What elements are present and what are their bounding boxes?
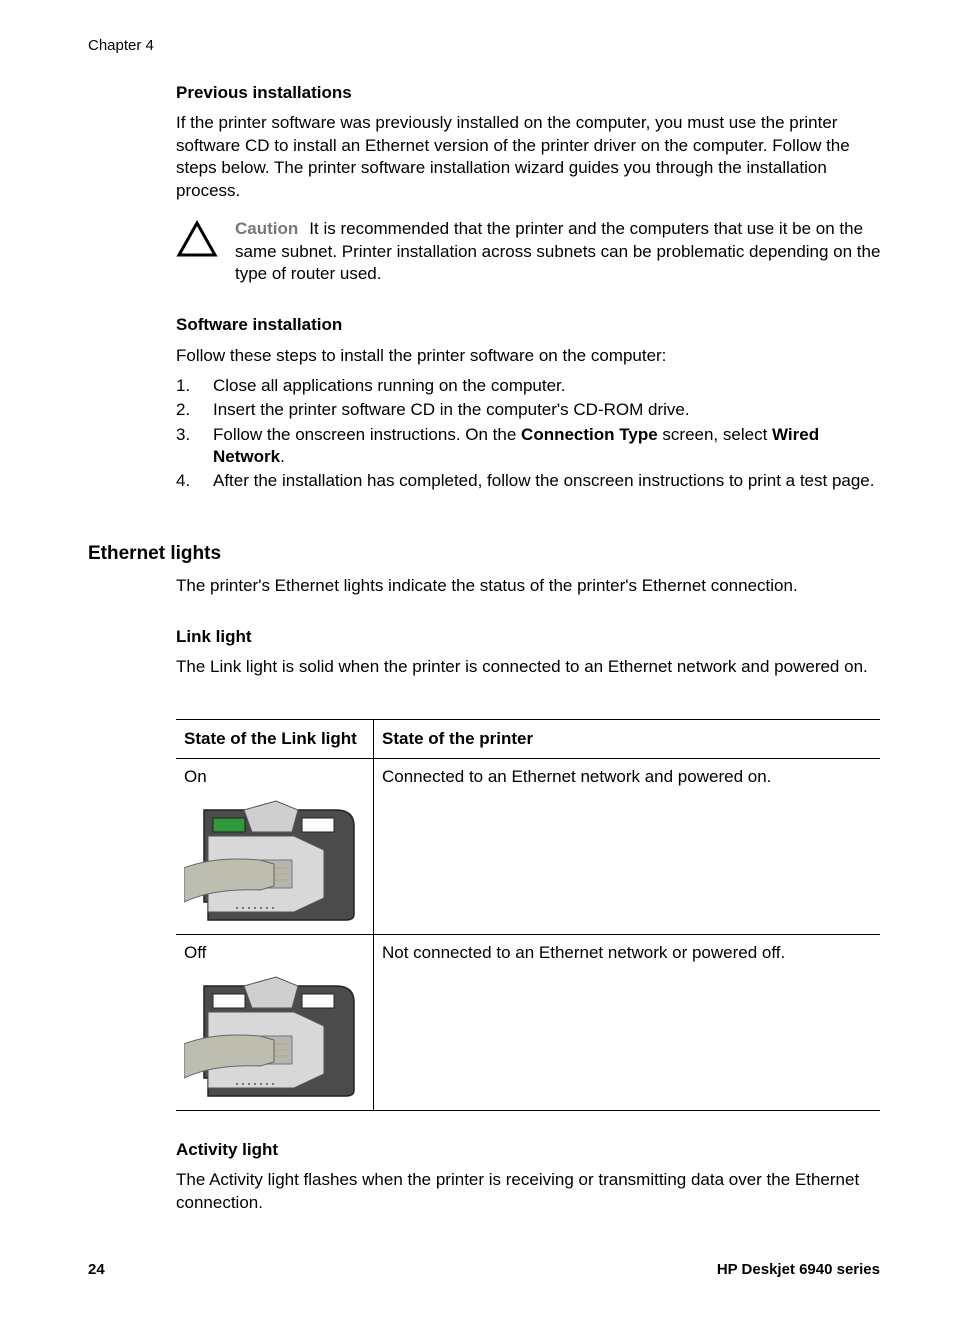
list-item: 4. After the installation has completed, follow the onscreen instructions to print a test page. xyxy=(176,471,875,491)
column-header-printer: State of the printer xyxy=(382,729,534,748)
previous-installations-heading: Previous installations xyxy=(176,83,352,102)
chapter-label: Chapter 4 xyxy=(88,37,154,54)
link-light-heading: Link light xyxy=(176,627,252,646)
table-row xyxy=(176,935,880,1111)
printer-state-cell: Connected to an Ethernet network and powered on. xyxy=(382,767,772,786)
page-number: 24 xyxy=(88,1261,105,1278)
state-cell xyxy=(176,935,374,1111)
state-label: Off xyxy=(184,943,207,962)
printer-state-cell: Not connected to an Ethernet network or powered off. xyxy=(382,943,786,962)
ethernet-port-light-on-image xyxy=(184,798,356,922)
activity-light-body: The Activity light flashes when the printer is receiving or transmitting data over the Ethernet connection. xyxy=(176,1170,860,1212)
product-name: HP Deskjet 6940 series xyxy=(716,1261,880,1278)
list-item: 2. Insert the printer software CD in the computer's CD-ROM drive. xyxy=(176,400,690,420)
state-label: On xyxy=(184,767,207,786)
software-installation-heading: Software installation xyxy=(176,315,343,334)
wired-network-term: Wired Network xyxy=(213,424,820,467)
column-header-link-light: State of the Link light xyxy=(176,720,374,759)
table-header-row xyxy=(176,720,880,759)
software-installation-intro: Follow these steps to install the printer software on the computer: xyxy=(176,346,667,365)
connection-type-term: Connection Type xyxy=(521,424,658,444)
link-light-states-table xyxy=(176,719,880,1111)
list-item: 1. Close all applications running on the computer. xyxy=(176,376,566,395)
state-cell xyxy=(176,759,374,935)
installation-steps-list xyxy=(176,375,884,495)
ethernet-port-light-off-image xyxy=(184,974,356,1098)
link-light-body: The Link light is solid when the printer is connected to an Ethernet network and powered on. xyxy=(176,657,868,676)
ethernet-lights-body: The printer's Ethernet lights indicate the status of the printer's Ethernet connection. xyxy=(176,576,798,595)
caution-triangle-icon xyxy=(176,220,218,258)
previous-installations-body: If the printer software was previously installed on the computer, you must use the printer software CD to install an Ethernet version of the printer driver on the computer. Follow the steps below. The printer software installation wizard guides you through the installation process. xyxy=(176,113,850,200)
ethernet-lights-heading: Ethernet lights xyxy=(88,543,222,564)
table-row xyxy=(176,759,880,935)
activity-light-heading: Activity light xyxy=(176,1140,279,1159)
list-item: 3. Follow the onscreen instructions. On the Connection Type screen, select Wired Network. xyxy=(176,424,820,467)
caution-label: Caution xyxy=(235,219,299,238)
caution-note xyxy=(235,218,885,286)
caution-text: It is recommended that the printer and the computers that use it be on the same subnet. Printer installation across subnets can be problematic depending on the type of router used. xyxy=(235,219,881,283)
